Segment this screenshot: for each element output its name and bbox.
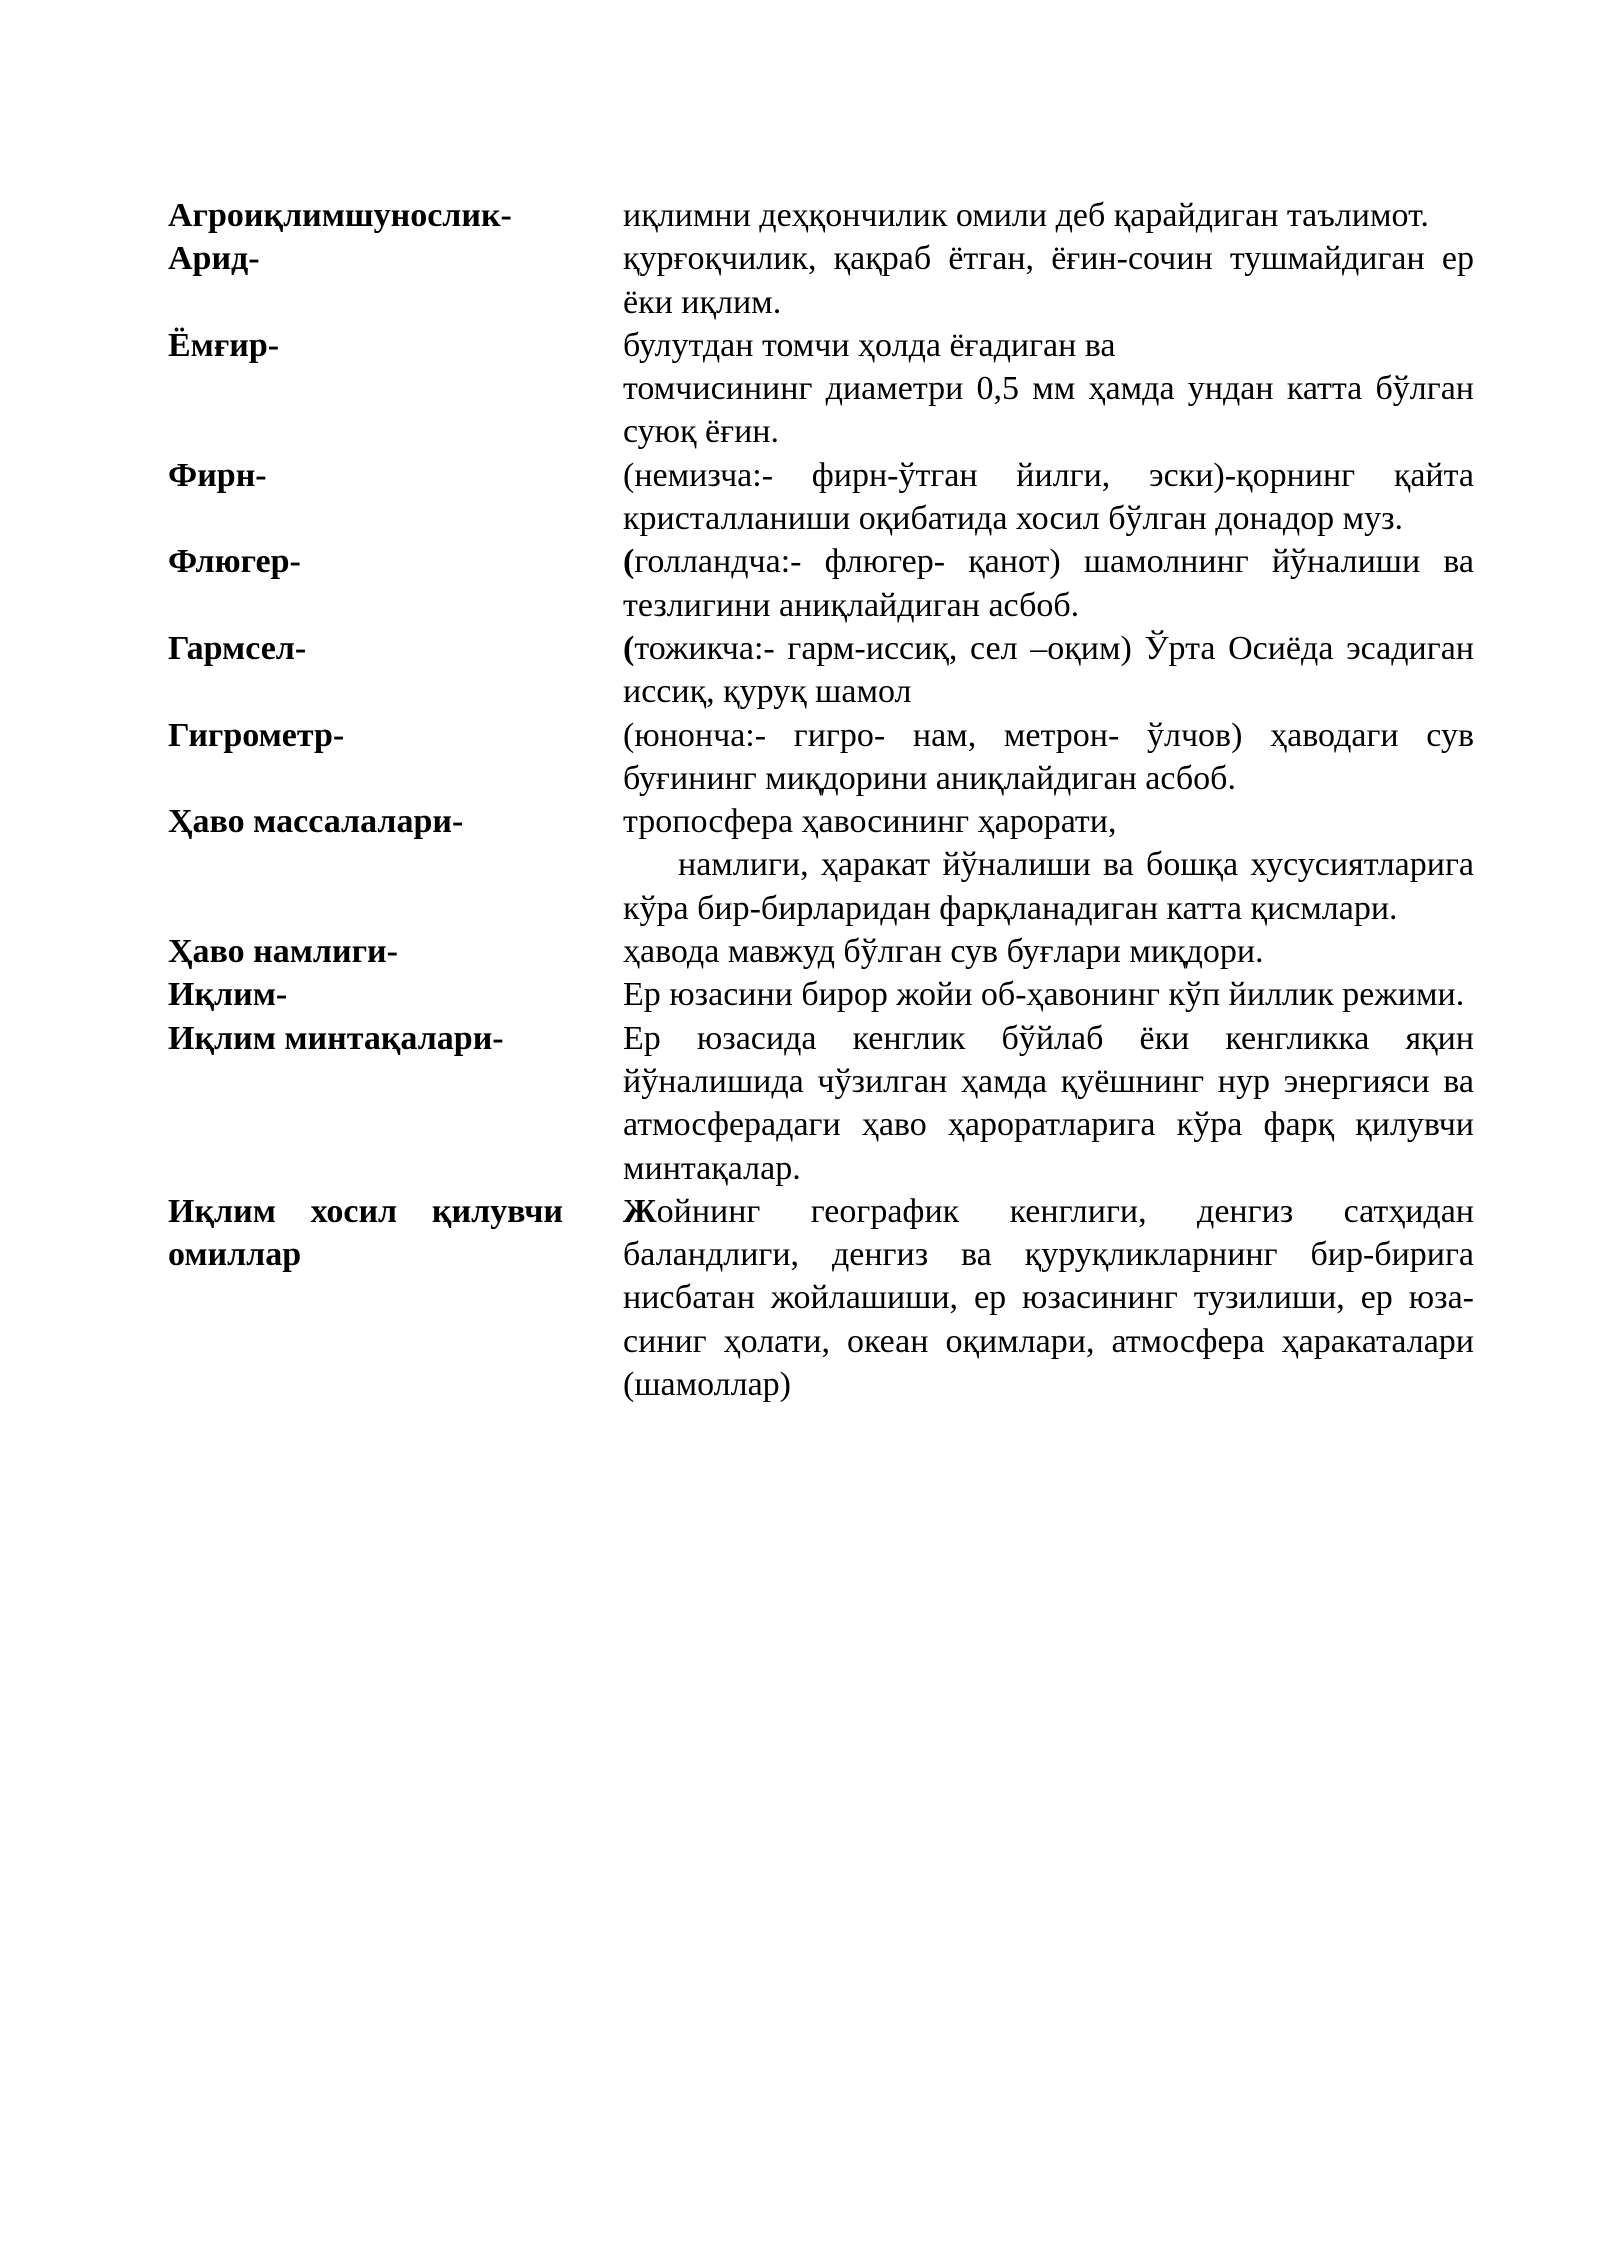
glossary-term: Иқлим минтақалари- — [168, 1019, 504, 1057]
glossary-term: Арид- — [168, 240, 260, 278]
glossary-entry — [168, 714, 1474, 801]
glossary-definition — [623, 800, 1474, 930]
glossary-entry — [168, 973, 1474, 1016]
glossary-term: Ҳаво массалалари- — [168, 803, 464, 841]
glossary-term: Ҳаво намлиги- — [168, 933, 398, 971]
glossary-definition — [623, 627, 1474, 714]
glossary-term: Иқлим- — [168, 976, 288, 1014]
glossary-definition — [623, 540, 1474, 627]
glossary-term: Фирн- — [168, 456, 267, 494]
glossary-definition: (немизча:- фирн-ўтган йилги, эски)-қорнинг қайта кристалланиши оқибатида хосил бўлган донадор муз. — [623, 456, 1474, 538]
glossary-term: Флюгер- — [168, 543, 301, 581]
definition-first-line: булутдан томчи ҳолда ёғадиган ва — [623, 326, 1116, 364]
definition-continuation: намлиги, ҳаракат йўналиши ва бошқа хусусиятларига кўра бир-бирларидан фарқланадиган катта қисмлари. — [623, 846, 1474, 927]
definition-bold-lead: ( — [623, 629, 635, 667]
glossary-definition: Ер юзасида кенглик бўйлаб ёки кенгликка яқин йўналишида чўзилган ҳамда қуёшнинг нур энергияси ва атмосферадаги ҳаво ҳароратларига кўра фарқ қилувчи минтақалар. — [623, 1019, 1474, 1187]
glossary-term: Гармсел- — [168, 629, 307, 667]
definition-bold-lead: Ж — [623, 1192, 657, 1230]
definition-bold-lead: ( — [623, 543, 635, 581]
glossary-entry — [168, 1017, 1474, 1190]
definition-text: голландча:- флюгер- қанот) шамолнинг йўналиши ва тезлигини аниқлайдиган асбоб. — [623, 543, 1474, 624]
glossary-entry — [168, 540, 1474, 627]
glossary-entry — [168, 627, 1474, 714]
glossary-term: Агроиқлимшунослик- — [168, 197, 512, 234]
glossary-entry — [168, 454, 1474, 541]
glossary-definition — [623, 324, 1474, 454]
glossary-term: Иқлим хосил қилувчи омиллар — [168, 1192, 563, 1274]
glossary-definition: ҳавода мавжуд бўлган сув буғлари миқдори. — [623, 933, 1264, 971]
glossary-definition — [623, 1190, 1474, 1406]
glossary-definition: қурғоқчилик, қақраб ётган, ёғин-сочин тушмайдиган ер ёки иқлим. — [623, 240, 1474, 321]
glossary-definition: (юнонча:- гигро- нам, метрон- ўлчов) ҳаводаги сув буғининг миқдорини аниқлайдиган асбоб. — [623, 716, 1474, 797]
definition-text: ойнинг географик кенглиги, денгиз сатҳидан баландлиги, денгиз ва қуруқликларнинг бир-бирига нисбатан жойлашиши, ер юзасининг тузилиши, ер юза-синиг ҳолати, океан оқимлари, атмосфера ҳаракаталари (шамоллар) — [623, 1192, 1474, 1404]
glossary-entry — [168, 324, 1474, 454]
definition-text: тожикча:- гарм-иссиқ, сел –оқим) Ўрта Осиёда эсадиган иссиқ, қуруқ шамол — [623, 629, 1474, 711]
glossary-definition: иқлимни деҳқончилик омили деб қарайдиган таълимот. — [623, 197, 1429, 234]
glossary-entry — [168, 194, 1474, 237]
glossary-entry — [168, 237, 1474, 324]
definition-first-line: тропосфера ҳавосининг ҳарорати, — [623, 803, 1117, 841]
glossary-term: Ёмғир- — [168, 326, 280, 364]
glossary-entry — [168, 930, 1474, 973]
glossary-definition: Ер юзасини бирор жойи об-ҳавонинг кўп йиллик режими. — [623, 976, 1465, 1014]
glossary-entry — [168, 1190, 1474, 1406]
glossary-term: Гигрометр- — [168, 716, 345, 754]
glossary-list — [168, 194, 1474, 1406]
definition-continuation: томчисининг диаметри 0,5 мм ҳамда ундан катта бўлган суюқ ёғин. — [623, 370, 1474, 451]
glossary-entry — [168, 800, 1474, 930]
